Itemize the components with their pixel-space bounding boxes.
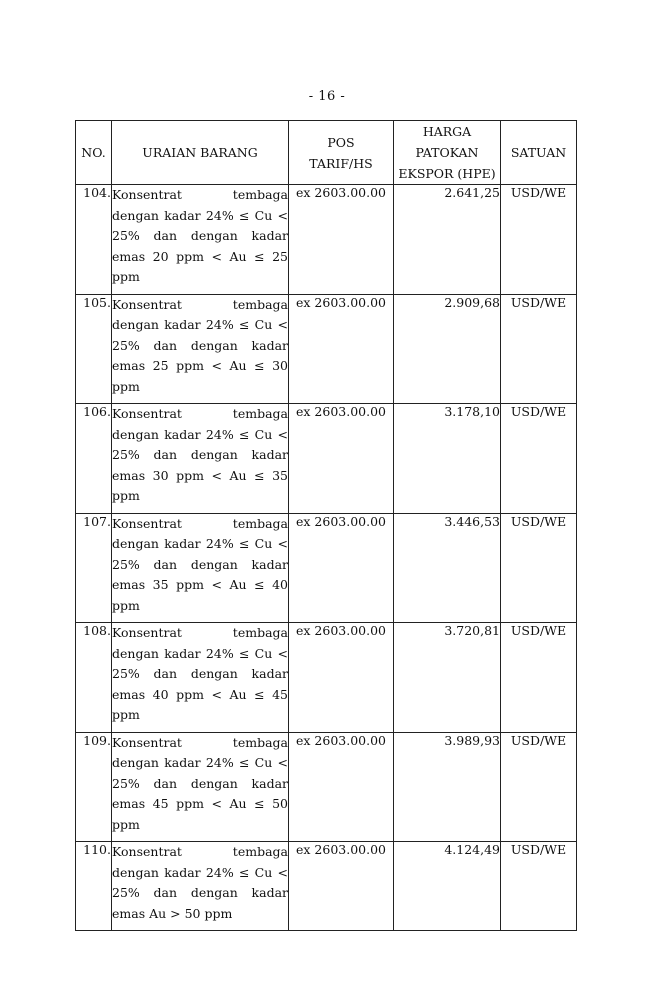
cell-hpe: 3.178,10 xyxy=(394,404,501,514)
page-number: - 16 - xyxy=(308,89,346,104)
table-row xyxy=(76,842,577,931)
cell-no: 109. xyxy=(76,732,112,842)
table-row xyxy=(76,732,577,842)
description-text: Konsentrat tembaga dengan kadar 24% ≤ Cu < 25% dan dengan kadar emas 45 ppm < Au ≤ 50 ppm xyxy=(112,734,288,832)
cell-pos-tarif: ex 2603.00.00 xyxy=(289,185,394,295)
description-text: Konsentrat tembaga dengan kadar 24% ≤ Cu < 25% dan dengan kadar emas 20 ppm < Au ≤ 25 ppm xyxy=(112,187,288,284)
cell-no: 110. xyxy=(76,842,112,931)
table-row xyxy=(76,513,577,623)
header-description: URAIAN BARANG xyxy=(112,121,289,185)
cell-hpe: 2.641,25 xyxy=(394,185,501,295)
cell-description xyxy=(112,294,289,404)
cell-satuan: USD/WE xyxy=(501,732,577,842)
cell-satuan: USD/WE xyxy=(501,294,577,404)
cell-pos-tarif: ex 2603.00.00 xyxy=(289,513,394,623)
cell-satuan: USD/WE xyxy=(501,842,577,931)
cell-pos-tarif: ex 2603.00.00 xyxy=(289,842,394,931)
cell-pos-tarif: ex 2603.00.00 xyxy=(289,404,394,514)
cell-description xyxy=(112,185,289,295)
cell-no: 105. xyxy=(76,294,112,404)
header-pos-tarif xyxy=(289,121,394,185)
cell-description xyxy=(112,513,289,623)
table-row xyxy=(76,294,577,404)
cell-description xyxy=(112,623,289,733)
cell-hpe: 2.909,68 xyxy=(394,294,501,404)
cell-pos-tarif: ex 2603.00.00 xyxy=(289,732,394,842)
cell-pos-tarif: ex 2603.00.00 xyxy=(289,623,394,733)
description-text: Konsentrat tembaga dengan kadar 24% ≤ Cu < 25% dan dengan kadar emas 25 ppm < Au ≤ 30 ppm xyxy=(112,296,288,394)
description-text: Konsentrat tembaga dengan kadar 24% ≤ Cu < 25% dan dengan kadar emas 30 ppm < Au ≤ 35 ppm xyxy=(112,406,288,503)
table-row xyxy=(76,623,577,733)
header-hpe xyxy=(394,121,501,185)
cell-hpe: 3.989,93 xyxy=(394,732,501,842)
cell-description xyxy=(112,732,289,842)
cell-no: 107. xyxy=(76,513,112,623)
cell-hpe: 3.446,53 xyxy=(394,513,501,623)
cell-satuan: USD/WE xyxy=(501,513,577,623)
cell-no: 104. xyxy=(76,185,112,295)
header-satuan: SATUAN xyxy=(501,121,577,185)
table-header-row xyxy=(76,121,577,185)
cell-no: 108. xyxy=(76,623,112,733)
cell-hpe: 4.124,49 xyxy=(394,842,501,931)
header-no: NO. xyxy=(76,121,112,185)
description-text: Konsentrat tembaga dengan kadar 24% ≤ Cu < 25% dan dengan kadar emas Au > 50 ppm xyxy=(112,844,288,921)
export-price-table xyxy=(75,120,577,931)
table-row xyxy=(76,185,577,295)
cell-description xyxy=(112,842,289,931)
cell-hpe: 3.720,81 xyxy=(394,623,501,733)
cell-no: 106. xyxy=(76,404,112,514)
header-hpe-text: HARGA PATOKAN EKSPOR (HPE) xyxy=(398,124,496,181)
header-pos-tarif-text: POS TARIF/HS xyxy=(309,134,373,171)
cell-description xyxy=(112,404,289,514)
cell-satuan: USD/WE xyxy=(501,185,577,295)
description-text: Konsentrat tembaga dengan kadar 24% ≤ Cu < 25% dan dengan kadar emas 35 ppm < Au ≤ 40 ppm xyxy=(112,515,288,613)
cell-pos-tarif: ex 2603.00.00 xyxy=(289,294,394,404)
cell-satuan: USD/WE xyxy=(501,404,577,514)
table-row xyxy=(76,404,577,514)
cell-satuan: USD/WE xyxy=(501,623,577,733)
description-text: Konsentrat tembaga dengan kadar 24% ≤ Cu < 25% dan dengan kadar emas 40 ppm < Au ≤ 45 ppm xyxy=(112,625,288,722)
